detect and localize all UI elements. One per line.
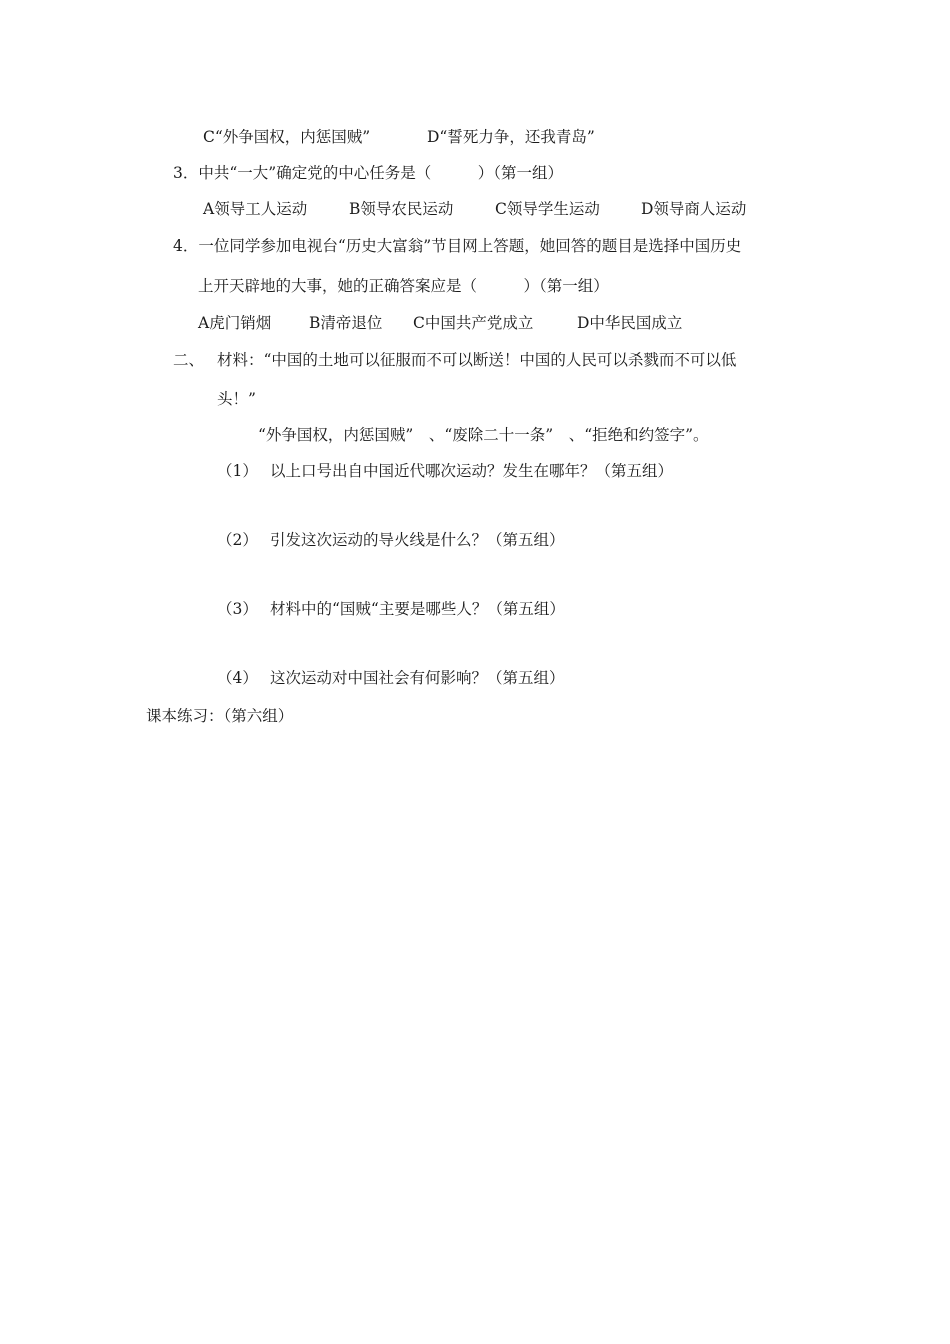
sub-question-number: （1） xyxy=(217,462,258,480)
section2-material-line1: 材料：“中国的土地可以征服而不可以断送！中国的人民可以杀戮而不可以低 xyxy=(217,351,737,369)
q4-stem-line2: 上开天辟地的大事，她的正确答案应是（ ）（第一组） xyxy=(198,277,609,295)
q4-option-c: C中国共产党成立 xyxy=(413,314,534,332)
q2-option-c: C“外争国权，内惩国贼” xyxy=(203,128,371,146)
section2-material-line2: 头！” xyxy=(217,390,256,408)
sub-question-text: 以上口号出自中国近代哪次运动？发生在哪年？（第五组） xyxy=(270,462,674,480)
textbook-exercise-label: 课本练习：（第六组） xyxy=(146,707,294,725)
q3-option-b: B领导农民运动 xyxy=(349,200,454,218)
sub-question-number: （4） xyxy=(217,669,258,687)
sub-question-number: （2） xyxy=(217,531,258,549)
sub-question-text: 引发这次运动的导火线是什么？（第五组） xyxy=(270,531,565,549)
section2-heading: 二、 xyxy=(173,351,205,369)
q2-option-d: D“誓死力争，还我青岛” xyxy=(427,128,595,146)
section2-slogans: “外争国权，内惩国贼” 、“废除二十一条” 、“拒绝和约签字”。 xyxy=(258,426,709,444)
q3-option-c: C领导学生运动 xyxy=(495,200,600,218)
sub-question-text: 这次运动对中国社会有何影响？（第五组） xyxy=(270,669,565,687)
sub-question-number: （3） xyxy=(217,600,258,618)
q3-stem: 3．中共“一大”确定党的中心任务是（ ）（第一组） xyxy=(173,164,563,182)
q4-stem-line1: 4．一位同学参加电视台“历史大富翁”节目网上答题，她回答的题目是选择中国历史 xyxy=(173,237,742,255)
q4-option-d: D中华民国成立 xyxy=(577,314,683,332)
q4-option-a: A虎门销烟 xyxy=(198,314,272,332)
q4-option-b: B清帝退位 xyxy=(309,314,383,332)
sub-question-text: 材料中的“国贼“主要是哪些人？（第五组） xyxy=(270,600,565,618)
q3-option-d: D领导商人运动 xyxy=(641,200,747,218)
q3-option-a: A领导工人运动 xyxy=(203,200,308,218)
